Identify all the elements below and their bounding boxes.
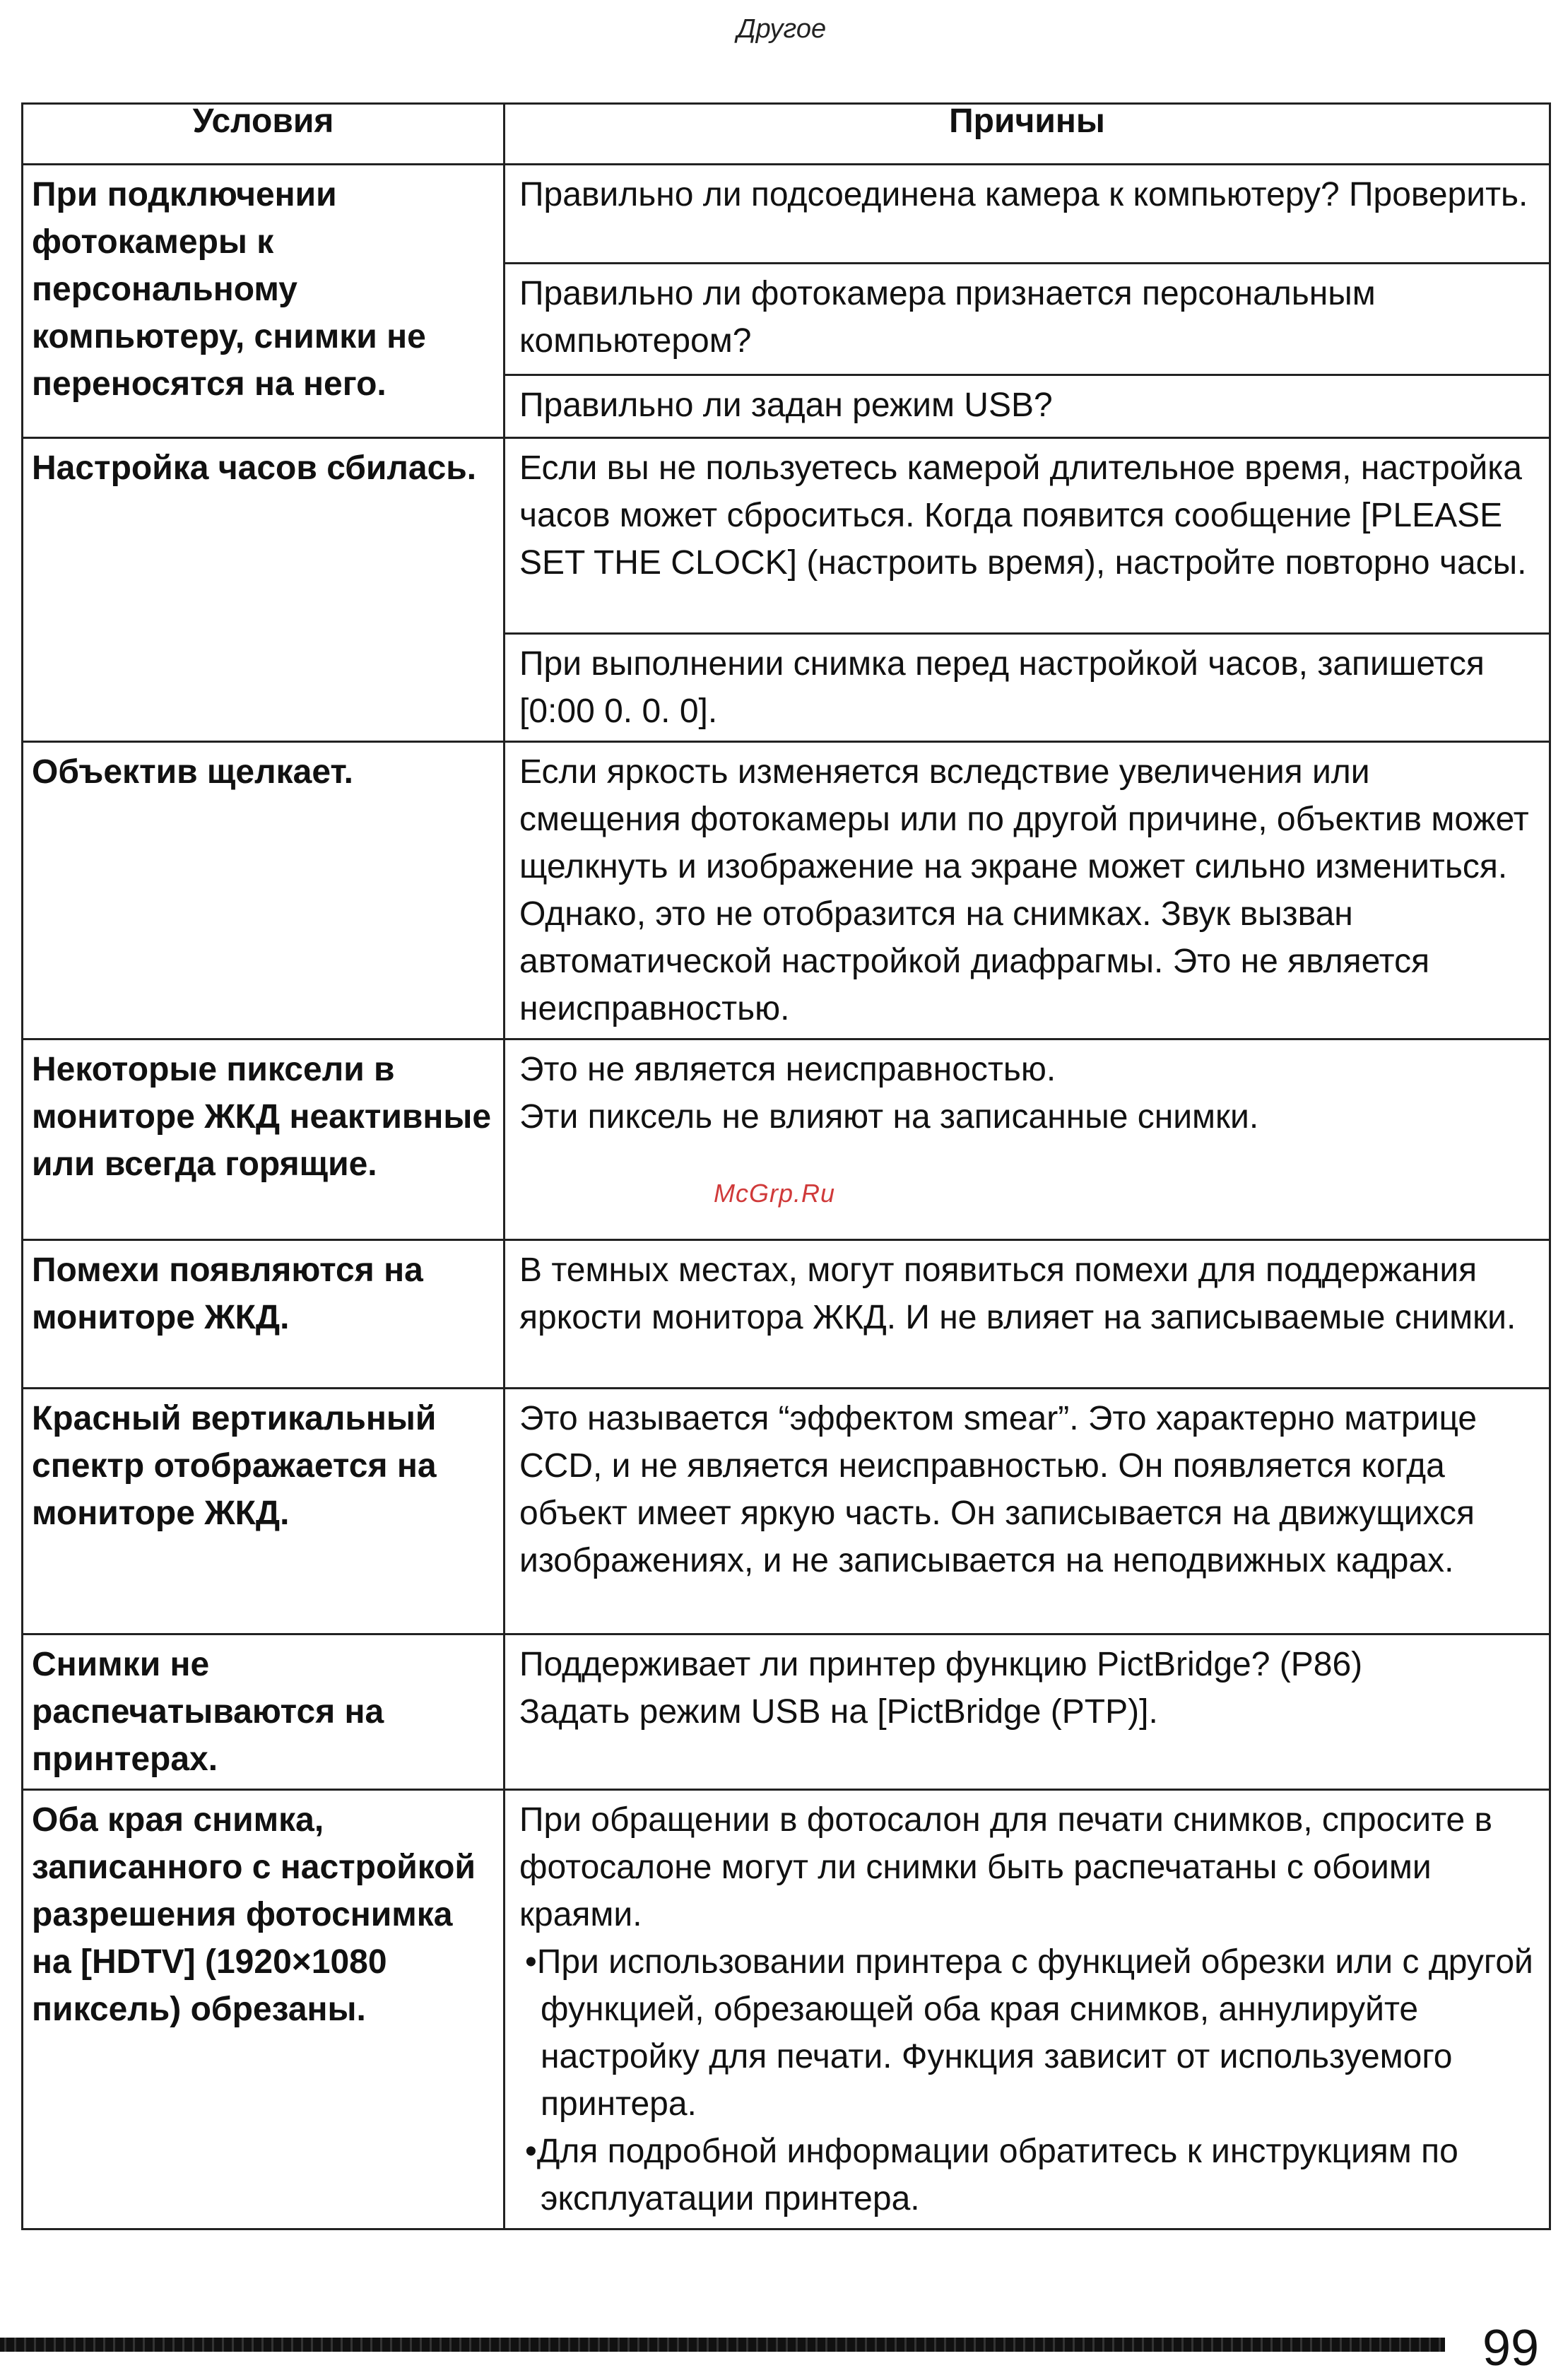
table-row xyxy=(23,438,1550,634)
column-header-conditions: Условия xyxy=(23,104,505,165)
troubleshooting-table xyxy=(21,102,1551,2230)
condition-cell: Оба края снимка, записанного с настройкой разрешения фотоснимка на [HDTV] (1920×1080 пиксель) обрезаны. xyxy=(23,1790,505,2229)
cause-cell: Если яркость изменяется вследствие увеличения или смещения фотокамеры или по другой причине, объектив может щелкнуть и изображение на экране может сильно измениться. Однако, это не отобразится на снимках. Звук вызван автоматической настройкой диафрагмы. Это не является неисправностью. xyxy=(505,742,1550,1039)
cause-line: Поддерживает ли принтер функцию PictBridge? (P86) xyxy=(519,1646,1363,1683)
table-row xyxy=(23,1389,1550,1634)
table-row xyxy=(23,1039,1550,1240)
table-row xyxy=(23,1634,1550,1790)
bullet-text: При использовании принтера с функцией обрезки или с другой функцией, обрезающей оба края снимков, аннулируйте настройку для печати. Функция зависит от используемого принтера. xyxy=(536,1943,1533,2123)
footer-bar xyxy=(0,2338,1445,2352)
condition-cell: Некоторые пиксели в мониторе ЖКД неактивные или всегда горящие. xyxy=(23,1039,505,1240)
table-row xyxy=(23,1240,1550,1389)
page-number: 99 xyxy=(1482,2320,1540,2376)
bullet-text: Для подробной информации обратитесь к инструкциям по эксплуатации принтера. xyxy=(536,2133,1458,2217)
cause-cell xyxy=(505,1634,1550,1790)
cause-line: Задать режим USB на [PictBridge (PTP)]. xyxy=(519,1693,1158,1731)
table-row xyxy=(23,1790,1550,2229)
table-row xyxy=(23,165,1550,264)
cause-cell: В темных местах, могут появиться помехи для поддержания яркости монитора ЖКД. И не влияет на записываемые снимки. xyxy=(505,1240,1550,1389)
condition-cell: Красный вертикальный спектр отображается на мониторе ЖКД. xyxy=(23,1389,505,1634)
bullet-item: •Для подробной информации обратитесь к инструкциям по эксплуатации принтера. xyxy=(525,2133,1458,2217)
bullet-item: •При использовании принтера с функцией обрезки или с другой функцией, обрезающей оба края снимков, аннулируйте настройку для печати. Функция зависит от используемого принтера. xyxy=(525,1943,1533,2123)
cause-cell: Это называется “эффектом smear”. Это характерно матрице CCD, и не является неисправностью. Он появляется когда объект имеет яркую часть. Он записывается на движущихся изображениях, и не записывается на неподвижных кадрах. xyxy=(505,1389,1550,1634)
cause-cell xyxy=(505,1790,1550,2229)
cause-cell: Правильно ли подсоединена камера к компьютеру? Проверить. xyxy=(505,165,1550,264)
condition-cell: Снимки не распечатываются на принтерах. xyxy=(23,1634,505,1790)
cause-line: Эти пиксель не влияют на записанные снимки. xyxy=(519,1098,1259,1136)
cause-cell: При выполнении снимка перед настройкой часов, запишется [0:00 0. 0. 0]. xyxy=(505,634,1550,742)
column-header-causes: Причины xyxy=(505,104,1550,165)
condition-cell: При подключении фотокамеры к персональному компьютеру, снимки не переносятся на него. xyxy=(23,165,505,438)
table-row xyxy=(23,742,1550,1039)
watermark: McGrp.Ru xyxy=(714,1179,836,1208)
condition-cell: Настройка часов сбилась. xyxy=(23,438,505,742)
condition-cell: Объектив щелкает. xyxy=(23,742,505,1039)
cause-line: Это не является неисправностью. xyxy=(519,1051,1056,1088)
cause-cell: Если вы не пользуетесь камерой длительное время, настройка часов может сброситься. Когда появится сообщение [PLEASE SET THE CLOCK] (настроить время), настройте повторно часы. xyxy=(505,438,1550,634)
condition-cell: Помехи появляются на мониторе ЖКД. xyxy=(23,1240,505,1389)
cause-line: При обращении в фотосалон для печати снимков, спросите в фотосалоне могут ли снимки быть распечатаны с обоими краями. xyxy=(519,1801,1493,1933)
cause-cell xyxy=(505,1039,1550,1240)
section-title: Другое xyxy=(736,14,827,44)
table-header-row xyxy=(23,104,1550,165)
cause-cell: Правильно ли фотокамера признается персональным компьютером? xyxy=(505,263,1550,375)
cause-cell: Правильно ли задан режим USB? xyxy=(505,375,1550,438)
